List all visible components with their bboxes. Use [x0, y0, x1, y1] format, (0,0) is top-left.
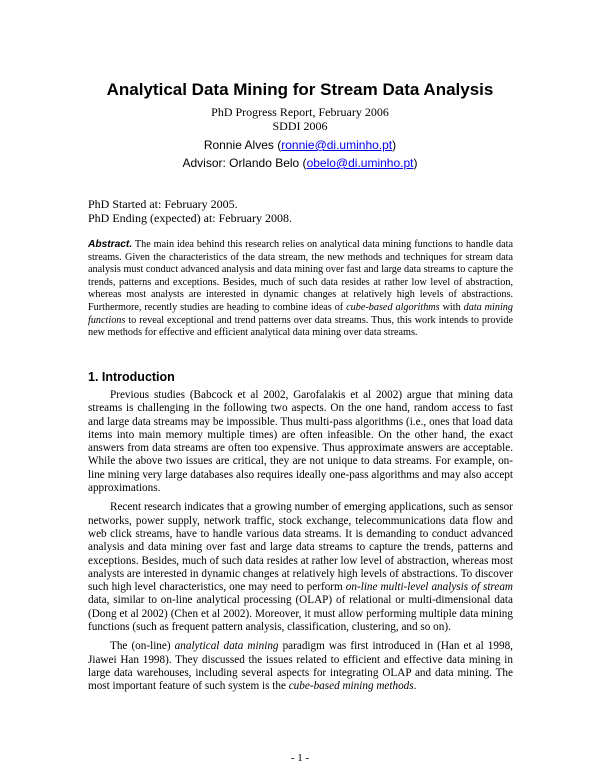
- p2-text-a: Recent research indicates that a growing number of emerging applications, such as sensor networks, power supply, network traffic, stock exchange, telecommunications data flow and web click streams, have to handle various data streams. It is demanding to conduct advanced analysis and data mining over fast and large data streams to capture the trends, patterns and exceptions. Besides, much of such data resides at rather low level of abstraction, whereas most analysts are interested in dynamic changes at relatively high levels of abstractions. To discover such high level characteristics, one may need to perform: [88, 501, 513, 594]
- p3-emphasis-1: analytical data mining: [174, 640, 279, 653]
- abstract-text-2: with: [439, 301, 464, 313]
- introduction-body: [88, 389, 513, 700]
- abstract-em-1: cube-based algorithms: [346, 301, 440, 313]
- paper-title: Analytical Data Mining for Stream Data Analysis: [106, 80, 494, 99]
- p3-text-a: The (on-line): [110, 640, 175, 653]
- advisor-close: ): [413, 156, 418, 170]
- abstract-text-1: The main idea behind this research relies on analytical data mining functions to handle data streams. Given the characteristics of the data stream, the new methods and techniques for stream data analysis must conduct advanced analysis and data mining over fast and large data streams to capture the trends, patterns and exceptions. Besides, much of such data resides at rather low level of abstraction, whereas most analysts are interested in dynamic changes at relatively high levels of abstractions. Furthermore, recently studies are heading to combine ideas of: [88, 239, 513, 313]
- abstract-text-3: to reveal exceptional and trend patterns over data streams. Thus, this work intends to provide new methods for effective and efficient analytical data mining over data streams.: [88, 314, 513, 339]
- phd-end-date: PhD Ending (expected) at: February 2008.: [88, 211, 292, 225]
- p3-text-c: .: [413, 680, 417, 693]
- page-number: - 1 -: [290, 752, 310, 764]
- advisor-email-link[interactable]: obelo@di.uminho.pt: [306, 156, 414, 170]
- advisor-line: [0, 156, 600, 170]
- abstract-label: Abstract.: [88, 239, 133, 250]
- section-heading-introduction: 1. Introduction: [88, 370, 175, 384]
- phd-start-date: PhD Started at: February 2005.: [88, 197, 238, 211]
- p3-emphasis-2: cube-based mining methods: [288, 680, 414, 693]
- report-subtitle: PhD Progress Report, February 2006: [211, 105, 389, 119]
- abstract-block: [88, 239, 513, 340]
- intro-paragraph-3: [88, 640, 513, 693]
- author-email-link[interactable]: ronnie@di.uminho.pt: [281, 138, 393, 152]
- advisor-name: Advisor: Orlando Belo (: [182, 156, 307, 170]
- author-name: Ronnie Alves (: [203, 138, 282, 152]
- p3-text-b: paradigm was first introduced in (Han et al 1998, Jiawei Han 1998). They discussed the issues related to efficient and effective data mining in large data warehouses, including several aspects for integrating OLAP and data mining. The most important feature of such system is the: [88, 640, 513, 693]
- author-close: ): [392, 138, 397, 152]
- intro-paragraph-1: Previous studies (Babcock et al 2002, Garofalakis et al 2002) argue that mining data streams is challenging in the following two aspects. On the one hand, random access to fast and large data streams may be impossible. Thus multi-pass algorithms (i.e., ones that load data items into main memory multiple times) are often infeasible. On the other hand, the exact answers from data streams are often too expensive. Thus approximate answers are acceptable. While the above two issues are critical, they are not unique to data streams. For example, on-line mining very large databases also requires ideally one-pass algorithms and may also accept approximations.: [88, 389, 513, 495]
- author-line: [0, 138, 600, 152]
- p2-text-b: data, similar to on-line analytical processing (OLAP) of relational or multi-dimensional data (Dong et al 2002) (Chen et al 2002). Moreover, it must allow performing multiple data mining functions (such as frequent pattern analysis, classification, clustering, and so on).: [88, 594, 513, 634]
- venue-label: SDDI 2006: [272, 119, 328, 133]
- intro-paragraph-2: [88, 501, 513, 634]
- p2-emphasis: on-line multi-level analysis of stream: [345, 581, 514, 594]
- abstract-em-2: data mining functions: [88, 301, 513, 326]
